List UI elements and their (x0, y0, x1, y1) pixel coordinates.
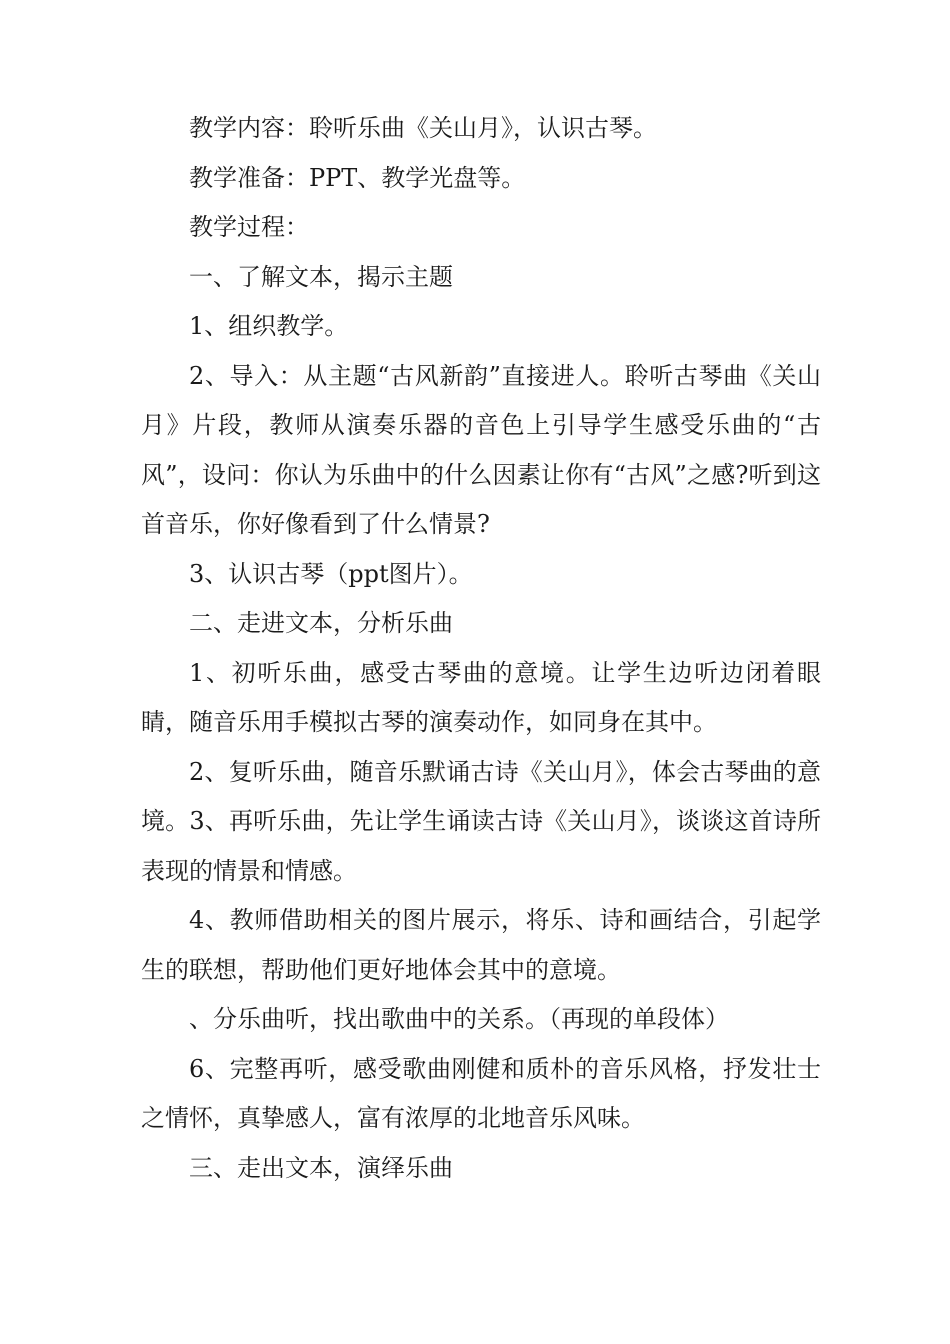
section-heading-3: 三、走出文本，演绎乐曲 (189, 1153, 453, 1182)
paragraph-teaching-process: 教学过程： (189, 213, 309, 241)
paragraph-step-1-2: 2、导入：从主题“古风新韵”直接进人。聆听古琴曲《关山月》片段，教师从演奏乐器的音色上引导学生感受乐曲的“古风”，设问：你认为乐曲中的什么因素让你有“古风”之感?听到这首音乐，你好像看到了什么情景? (141, 361, 821, 538)
paragraph-step-1-1: 1、组织教学。 (189, 312, 349, 340)
paragraph-teaching-preparation: 教学准备：PPT、教学光盘等。 (189, 163, 526, 192)
paragraph-step-2-6: 6、完整再听，感受歌曲刚健和质朴的音乐风格，抒发壮士之情怀，真挚感人，富有浓厚的北地音乐风味。 (141, 1054, 821, 1132)
section-heading-1: 一、了解文本，揭示主题 (189, 262, 453, 291)
section-heading-2: 二、走进文本，分析乐曲 (189, 609, 453, 637)
document-body (141, 104, 821, 1193)
paragraph-step-1-3: 3、认识古琴（ppt图片）。 (189, 559, 473, 588)
paragraph-step-2-5: 、分乐曲听，找出歌曲中的关系。（再现的单段体） (189, 1005, 729, 1033)
paragraph-teaching-content: 教学内容：聆听乐曲《关山月》，认识古琴。 (189, 114, 657, 142)
paragraph-step-2-4: 4、教师借助相关的图片展示，将乐、诗和画结合，引起学生的联想，帮助他们更好地体会其中的意境。 (141, 906, 821, 984)
paragraph-step-2-1: 1、初听乐曲，感受古琴曲的意境。让学生边听边闭着眼睛，随音乐用手模拟古琴的演奏动作，如同身在其中。 (141, 658, 821, 736)
paragraph-step-2-2: 2、复听乐曲，随音乐默诵古诗《关山月》，体会古琴曲的意境。3、再听乐曲，先让学生诵读古诗《关山月》，谈谈这首诗所表现的情景和情感。 (141, 757, 821, 885)
